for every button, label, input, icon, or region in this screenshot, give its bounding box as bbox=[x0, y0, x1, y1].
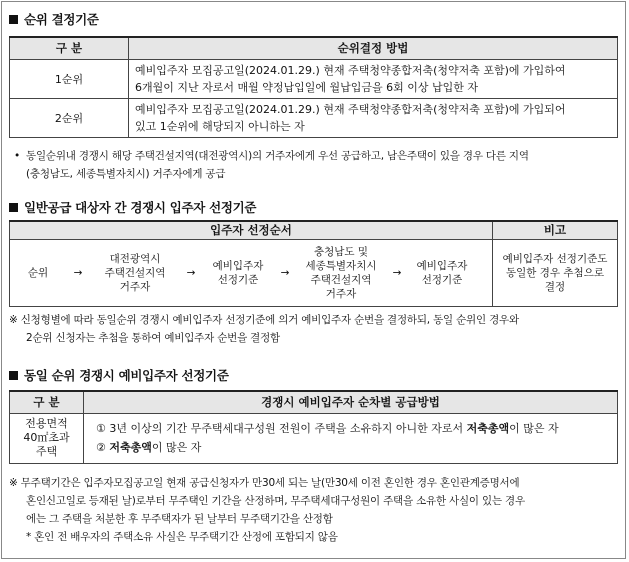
flow-step-chungnam-sejong bbox=[296, 245, 386, 301]
section1-note bbox=[14, 147, 529, 183]
remark-line: 결정 bbox=[544, 280, 566, 293]
flow-step-line: 주택건설지역 bbox=[104, 266, 166, 279]
flow-step-criteria-2 bbox=[408, 259, 476, 287]
flow-step-line: 주택건설지역 bbox=[310, 273, 372, 286]
note-line: * 혼인 전 배우자의 주택소유 사실은 무주택기간 산정에 포함되지 않음 bbox=[26, 531, 338, 543]
table1-header-method: 순위결정 방법 bbox=[129, 37, 618, 59]
section2-title-text: 일반공급 대상자 간 경쟁시 입주자 선정기준 bbox=[24, 200, 257, 215]
square-bullet-icon bbox=[9, 15, 18, 24]
tiebreak-criteria-table bbox=[9, 390, 618, 464]
rank-cell: 2순위 bbox=[10, 98, 129, 137]
note-line: 에는 그 주택을 처분한 후 무주택자가 된 날부터 무주택기간을 산정함 bbox=[26, 513, 333, 525]
arrow-right-icon: → bbox=[73, 266, 83, 279]
section1-title-text: 순위 결정기준 bbox=[24, 12, 99, 27]
remark-line: 예비입주자 선정기준도 bbox=[502, 252, 608, 265]
item-text: ② bbox=[96, 441, 106, 454]
bullet-dot-icon: • bbox=[14, 150, 20, 162]
item-text: ① 3년 이상의 기간 무주택세대구성원 전원이 주택을 소유하지 아니한 자로서 bbox=[96, 422, 464, 435]
note-line bbox=[14, 147, 529, 165]
flow-step-line: 선정기준 bbox=[421, 273, 463, 286]
table-row bbox=[10, 413, 618, 463]
rank-criteria-table bbox=[9, 36, 618, 138]
section3-title bbox=[9, 366, 229, 384]
flow-step-line: 예비입주자 bbox=[212, 259, 264, 272]
item-bold-text: 저축총액 bbox=[109, 441, 152, 454]
selection-flow-cell bbox=[10, 239, 493, 306]
flow-step-line: 거주자 bbox=[119, 280, 151, 293]
square-bullet-icon bbox=[9, 203, 18, 212]
square-bullet-icon bbox=[9, 371, 18, 380]
selection-order-table bbox=[9, 220, 618, 307]
item-text: 이 많은 자 bbox=[509, 422, 559, 435]
table-row bbox=[10, 59, 618, 98]
supply-method-item bbox=[96, 419, 617, 438]
note-line: ※ 무주택기간은 입주자모집공고일 현재 공급신청자가 만30세 되는 날(만30세 이전 혼인한 경우 혼인관계증명서에 bbox=[9, 477, 520, 489]
rank-description bbox=[129, 98, 618, 137]
table2-header-order: 입주자 선정순서 bbox=[10, 221, 493, 239]
arrow-right-icon: → bbox=[392, 266, 402, 279]
flow-step-daejeon bbox=[90, 252, 180, 294]
category-cell bbox=[10, 413, 84, 463]
rank-description-line: 있고 1순위에 해당되지 아니하는 자 bbox=[135, 119, 305, 133]
section3-title-text: 동일 순위 경쟁시 예비입주자 선정기준 bbox=[24, 368, 229, 383]
note-line: (충청남도, 세종특별자치시) 거주자에게 공급 bbox=[26, 168, 226, 180]
flow-step-line: 충청남도 및 bbox=[313, 245, 369, 258]
item-text: 이 많은 자 bbox=[151, 441, 202, 454]
section2-note bbox=[9, 311, 519, 347]
selection-flow bbox=[10, 240, 492, 306]
table2-header-remark: 비고 bbox=[493, 221, 618, 239]
note-line: 혼인신고일로 등재된 날)로부터 무주택인 기간을 산정하며, 무주택세대구성원이 주택을 소유한 사실이 있는 경우 bbox=[26, 495, 525, 507]
note-text: 동일순위내 경쟁시 해당 주택건설지역(대전광역시)의 거주자에게 우선 공급하고, 남은주택이 있을 경우 다른 지역 bbox=[26, 150, 529, 162]
category-line: 전용면적 bbox=[25, 417, 68, 430]
table3-header-category: 구 분 bbox=[10, 391, 84, 413]
rank-description bbox=[129, 59, 618, 98]
flow-step-line: 대전광역시 bbox=[109, 252, 161, 265]
supply-method-item bbox=[96, 438, 617, 457]
remark-cell bbox=[493, 239, 618, 306]
note-line: 2순위 신청자는 추첨을 통하여 예비입주자 순번을 결정함 bbox=[26, 332, 280, 344]
arrow-right-icon: → bbox=[186, 266, 196, 279]
flow-step-line: 예비입주자 bbox=[416, 259, 468, 272]
flow-step-line: 거주자 bbox=[325, 287, 357, 300]
flow-step-line: 세종특별자치시 bbox=[305, 259, 377, 272]
table-row bbox=[10, 98, 618, 137]
flow-step-line: 선정기준 bbox=[217, 273, 259, 286]
remark-line: 동일한 경우 추첨으로 bbox=[506, 266, 604, 279]
section2-title bbox=[9, 198, 256, 216]
category-line: 40㎡초과 bbox=[23, 431, 70, 444]
item-bold-text: 저축총액 bbox=[466, 422, 510, 435]
supply-method-cell bbox=[84, 413, 618, 463]
section3-note bbox=[9, 474, 525, 546]
rank-description-line: 6개월이 지난 자로서 매월 약정납입일에 월납입금을 6회 이상 납입한 자 bbox=[135, 80, 478, 94]
rank-description-line: 예비입주자 모집공고일(2024.01.29.) 현재 주택청약종합저축(청약저축 포함)에 가입되어 bbox=[135, 102, 566, 116]
note-line: ※ 신청형별에 따라 동일순위 경쟁시 예비입주자 선정기준에 의거 예비입주자 순번을 결정하되, 동일 순위인 경우와 bbox=[9, 314, 519, 326]
section1-title bbox=[9, 10, 99, 28]
table1-header-category: 구 분 bbox=[10, 37, 129, 59]
arrow-right-icon: → bbox=[280, 266, 290, 279]
flow-step-criteria bbox=[202, 259, 274, 287]
category-line: 주택 bbox=[35, 445, 58, 458]
rank-description-line: 예비입주자 모집공고일(2024.01.29.) 현재 주택청약종합저축(청약저축 포함)에 가입하여 bbox=[135, 63, 566, 77]
rank-cell: 1순위 bbox=[10, 59, 129, 98]
flow-step-rank: 순위 bbox=[27, 266, 49, 279]
table3-header-method: 경쟁시 예비입주자 순차별 공급방법 bbox=[84, 391, 618, 413]
